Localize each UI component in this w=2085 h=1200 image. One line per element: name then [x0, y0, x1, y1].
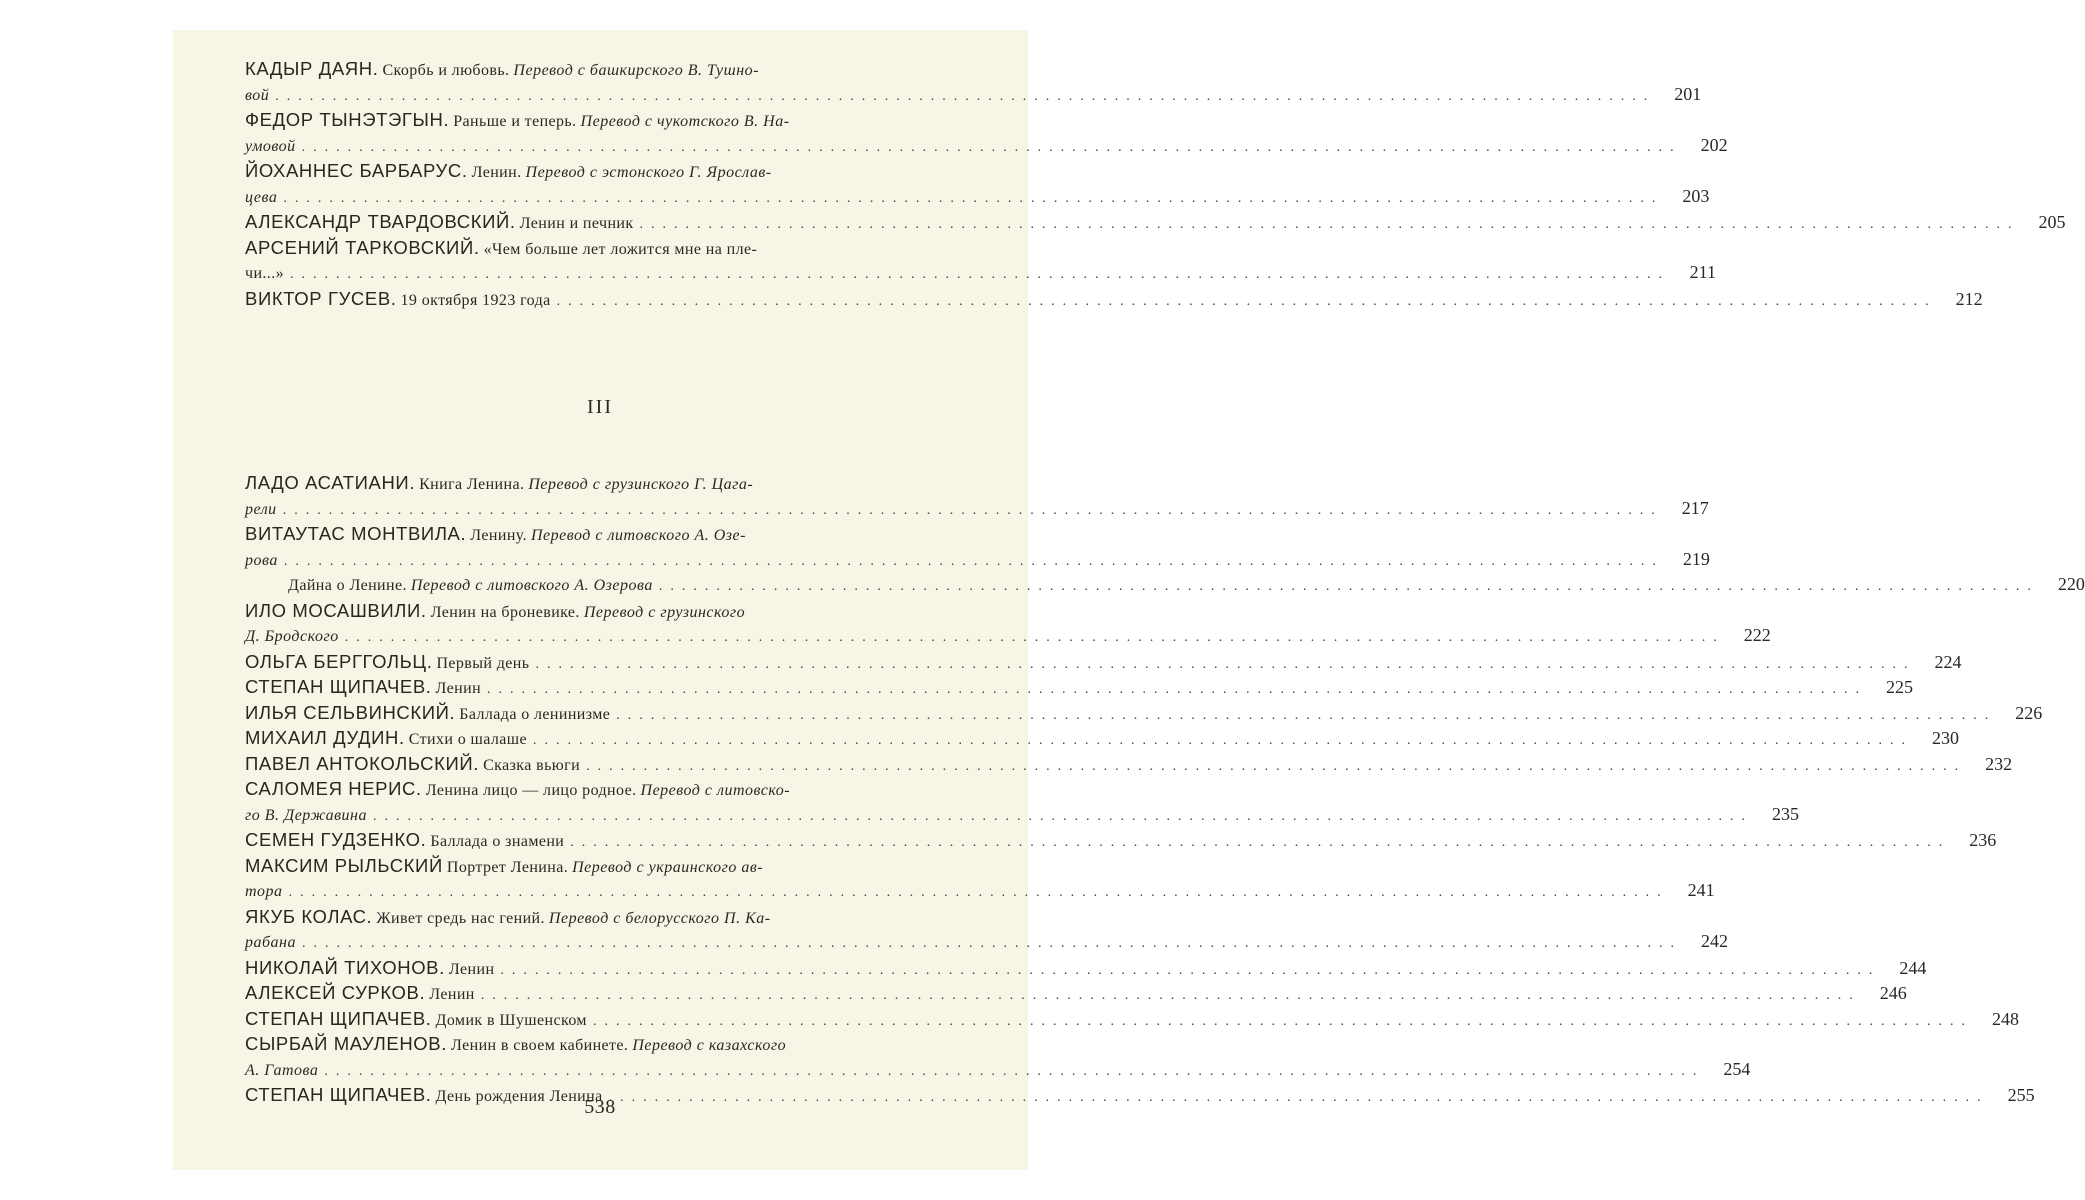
toc-entry-line-continued: [245, 547, 1710, 573]
toc-entry-text: [245, 649, 529, 677]
poem-title: Ленин и печник: [519, 215, 634, 232]
author-name: САЛОМЕЯ НЕРИС.: [245, 778, 422, 799]
page-ref: 217: [1681, 497, 1709, 518]
section-heading: III: [587, 396, 613, 418]
toc-entry-text: [245, 955, 494, 983]
author-name: ЛАДО АСАТИАНИ.: [245, 472, 416, 493]
toc-entry[interactable]: [245, 1006, 2019, 1032]
poem-title: Ленин: [435, 680, 482, 697]
leader-dots: ........................................................................................................................: [372, 808, 1753, 824]
translator-note-continued: рова: [245, 551, 278, 569]
page-ref: 241: [1687, 880, 1715, 900]
toc-entry-line-continued: [245, 1057, 1751, 1083]
toc-entry[interactable]: [245, 904, 1728, 955]
poem-title: Ленину.: [470, 527, 527, 544]
toc-entry-text: [288, 573, 653, 599]
toc-entry-text: [245, 778, 791, 799]
toc-entry-line: [245, 470, 967, 496]
toc-entry[interactable]: [245, 725, 1959, 751]
poem-title: Ленин: [448, 960, 495, 978]
translator-note: Перевод с украинского ав-: [572, 858, 764, 876]
author-name: СТЕПАН ЩИПАЧЕВ.: [245, 1084, 432, 1105]
page-ref: 232: [1985, 753, 2013, 774]
author-name: СТЕПАН ЩИПАЧЕВ.: [245, 1007, 432, 1029]
translator-note: Перевод с литовского А. Озе-: [530, 527, 746, 544]
toc-entry[interactable]: [245, 700, 2043, 726]
toc-entry-line: [245, 1006, 2019, 1032]
toc-entry-line-continued: [245, 82, 1702, 108]
page-ref: 242: [1700, 931, 1728, 951]
poem-title: Ленин: [429, 986, 475, 1003]
leader-dots: ........................................................................................................................: [533, 733, 1913, 748]
page-ref: 202: [1700, 134, 1728, 155]
author-name: КАДЫР ДАЯН.: [245, 58, 379, 79]
toc-entry-line: [245, 209, 2066, 235]
toc-entry[interactable]: [245, 158, 1710, 209]
toc-entry[interactable]: [245, 955, 1927, 981]
toc-entry[interactable]: [245, 235, 1717, 286]
toc-entry-line: [245, 521, 967, 547]
toc-entry-text: [245, 599, 746, 621]
toc-entry-text: [245, 472, 754, 493]
toc-entry-line: [245, 751, 2013, 777]
page-ref: 220: [2057, 574, 2085, 594]
toc-entry[interactable]: [245, 107, 1728, 158]
leader-dots: ........................................................................................................................: [480, 988, 1861, 1003]
page-ref: 222: [1743, 625, 1771, 645]
toc-entry-line: [245, 904, 967, 930]
toc-entry-line: [245, 827, 1997, 853]
poem-title: Раньше и теперь.: [453, 113, 577, 130]
toc-entry[interactable]: [245, 598, 1771, 649]
page-ref: 226: [2015, 702, 2043, 723]
poem-title: Книга Ленина.: [419, 476, 525, 493]
toc-entry-line: [245, 980, 1907, 1006]
toc-entry-line-continued: [245, 623, 1771, 649]
page-ref: 224: [1934, 651, 1962, 672]
author-name: ВИТАУТАС МОНТВИЛА.: [245, 523, 467, 544]
toc-entry-text: [245, 674, 481, 702]
toc-entry-text: [245, 1033, 787, 1054]
toc-entry-text: [245, 160, 772, 181]
toc-entry-line-continued: [245, 260, 1717, 286]
leader-dots: ........................................................................................................................: [535, 656, 1916, 672]
toc-entry[interactable]: [245, 751, 2013, 777]
toc-entry-line: [245, 955, 1927, 981]
author-name: АЛЕКСЕЙ СУРКОВ.: [245, 982, 426, 1003]
toc-entry-line: [245, 674, 1914, 700]
leader-dots: ........................................................................................................................: [639, 217, 2020, 232]
page-ref: 230: [1932, 728, 1959, 748]
toc-entry[interactable]: [245, 286, 1983, 312]
toc-entry[interactable]: [245, 776, 1799, 827]
toc-group-1: [245, 56, 2066, 311]
poem-title: Ленин в своем кабинете.: [450, 1037, 629, 1054]
poem-title: Баллада о ленинизме: [459, 705, 611, 723]
translator-note: Перевод с казахского: [632, 1037, 787, 1054]
toc-entry-text: [245, 980, 475, 1008]
page-ref: 219: [1682, 548, 1710, 569]
page-ref: 225: [1886, 677, 1914, 697]
translator-note: Перевод с чукотского В. На-: [580, 113, 790, 130]
toc-entry[interactable]: [245, 827, 1997, 853]
toc-entry-line: [245, 235, 967, 261]
poem-title: Дайна о Ленине.: [288, 577, 407, 594]
translator-note: Перевод с белорусского П. Ка-: [548, 909, 771, 927]
leader-dots: ........................................................................................................................: [556, 293, 1937, 309]
toc-entry[interactable]: [245, 649, 1962, 675]
toc-entry-line: [245, 158, 967, 184]
toc-entry-text: [245, 209, 634, 237]
translator-note-continued: рели: [245, 500, 277, 518]
toc-entry[interactable]: [245, 521, 1710, 572]
poem-title: Стихи о шалаше: [408, 731, 527, 748]
author-name: СТЕПАН ЩИПАЧЕВ.: [245, 676, 432, 697]
leader-dots: ........................................................................................................................: [283, 553, 1664, 569]
toc-entry-line: [245, 725, 1959, 751]
translator-note: Перевод с грузинского: [583, 603, 746, 621]
toc-entry-text: [245, 751, 580, 779]
translator-note-continued: А. Гатова: [245, 1061, 319, 1079]
leader-dots: ........................................................................................................................: [324, 1063, 1705, 1079]
translator-note: Перевод с литовско-: [640, 782, 791, 799]
poem-title: Первый день: [436, 654, 530, 672]
page-ref: 211: [1689, 262, 1717, 282]
translator-note-continued: рабана: [245, 934, 296, 951]
page-ref: 212: [1955, 288, 1983, 309]
toc-entry[interactable]: [245, 56, 1702, 107]
poem-title-continued: чи...»: [245, 265, 285, 282]
author-name: СЫРБАЙ МАУЛЕНОВ.: [245, 1033, 447, 1054]
leader-dots: ........................................................................................................................: [487, 682, 1868, 697]
toc-entry-line-continued: [245, 133, 1728, 159]
author-name: ОЛЬГА БЕРГГОЛЬЦ.: [245, 650, 433, 672]
poem-title: Портрет Ленина.: [446, 858, 569, 876]
toc-entry-text: [245, 700, 610, 728]
leader-dots: ........................................................................................................................: [570, 835, 1951, 850]
leader-dots: ........................................................................................................................: [282, 502, 1663, 518]
leader-dots: ........................................................................................................................: [616, 707, 1997, 723]
leader-dots: ........................................................................................................................: [301, 936, 1682, 951]
translator-note-continued: тора: [245, 883, 283, 900]
leader-dots: ........................................................................................................................: [608, 1090, 1989, 1105]
toc-entry-line: [245, 286, 1983, 312]
translator-note: Перевод с эстонского Г. Ярослав-: [525, 164, 772, 181]
leader-dots: ........................................................................................................................: [586, 758, 1967, 774]
toc-entry-line: [245, 700, 2043, 726]
toc-entry[interactable]: [245, 572, 2085, 598]
author-name: АЛЕКСАНДР ТВАРДОВСКИЙ.: [245, 211, 516, 232]
translator-note: Перевод с грузинского Г. Цага-: [528, 476, 754, 493]
leader-dots: ........................................................................................................................: [301, 139, 1682, 155]
author-name: ИЛЬЯ СЕЛЬВИНСКИЙ.: [245, 701, 456, 723]
translator-note-continued: Д. Бродского: [245, 628, 339, 645]
toc-entry-line-continued: [245, 929, 1728, 955]
toc-entry-text: [245, 905, 771, 927]
toc-entry-text: [245, 109, 790, 130]
author-name: СЕМЕН ГУДЗЕНКО.: [245, 829, 427, 850]
poem-title: Скорбь и любовь.: [382, 62, 510, 79]
author-name: НИКОЛАЙ ТИХОНОВ.: [245, 956, 445, 978]
toc-entry-line: [245, 56, 967, 82]
toc-entry[interactable]: [245, 674, 1914, 700]
translator-note-continued: цева: [245, 188, 278, 206]
poem-title: День рождения Ленина: [435, 1088, 603, 1105]
leader-dots: ........................................................................................................................: [290, 267, 1671, 282]
translator-note-continued: вой: [245, 86, 270, 104]
leader-dots: ........................................................................................................................: [344, 630, 1725, 645]
toc-entry-line-continued: [245, 802, 1799, 828]
author-name: МАКСИМ РЫЛЬСКИЙ: [245, 854, 443, 876]
toc-entry[interactable]: [245, 470, 1709, 521]
leader-dots: ........................................................................................................................: [275, 88, 1656, 104]
toc-entry-text: [245, 725, 527, 753]
leader-dots: ........................................................................................................................: [283, 190, 1664, 206]
poem-title: Баллада о знамени: [430, 833, 565, 850]
author-name: ФЕДОР ТЫНЭТЭГЫН.: [245, 109, 450, 130]
toc-entry-line-continued: [245, 496, 1709, 522]
page-ref: 235: [1771, 803, 1799, 824]
poem-title: 19 октября 1923 года: [400, 291, 551, 309]
poem-title: Ленин на броневике.: [430, 603, 580, 621]
poem-title: Ленина лицо — лицо родное.: [425, 782, 637, 799]
page-ref: 244: [1899, 957, 1927, 978]
poem-title: Домик в Шушенском: [435, 1011, 587, 1029]
page-ref: 236: [1969, 830, 1997, 850]
author-name: ВИКТОР ГУСЕВ.: [245, 287, 397, 309]
leader-dots: ........................................................................................................................: [658, 579, 2039, 594]
page-number: 538: [584, 1096, 616, 1118]
page-ref: 254: [1723, 1058, 1751, 1079]
leader-dots: ........................................................................................................................: [288, 885, 1669, 900]
translator-note: Перевод с башкирского В. Тушно-: [513, 62, 759, 79]
toc-entry-line: [245, 107, 967, 133]
translator-note-continued: умовой: [245, 137, 296, 155]
translator-note: Перевод с литовского А. Озерова: [410, 577, 653, 594]
toc-entry-line: [245, 776, 967, 802]
toc-entry-line: [245, 649, 1962, 675]
poem-title: Живет средь нас гений.: [376, 909, 545, 927]
poem-title: Ленин.: [471, 164, 522, 181]
toc-entry-line: [245, 572, 2085, 598]
author-name: ЙОХАННЕС БАРБАРУС.: [245, 160, 468, 181]
author-name: АРСЕНИЙ ТАРКОВСКИЙ.: [245, 236, 480, 258]
poem-title: Сказка вьюги: [483, 756, 581, 774]
toc-entry-text: [245, 286, 551, 314]
author-name: ЯКУБ КОЛАС.: [245, 905, 373, 927]
page-ref: 246: [1879, 983, 1907, 1003]
toc-entry[interactable]: [245, 209, 2066, 235]
toc-entry-line-continued: [245, 878, 1715, 904]
author-name: ПАВЕЛ АНТОКОЛЬСКИЙ.: [245, 752, 480, 774]
toc-entry-text: [245, 236, 758, 258]
page-ref: 248: [1991, 1008, 2019, 1029]
poem-title: «Чем больше лет ложится мне на пле-: [483, 240, 758, 258]
leader-dots: ........................................................................................................................: [500, 962, 1881, 978]
author-name: МИХАИЛ ДУДИН.: [245, 727, 405, 748]
toc-entry[interactable]: [245, 853, 1715, 904]
toc-entry[interactable]: [245, 980, 1907, 1006]
toc-entry-line: [245, 598, 967, 624]
translator-note-continued: го В. Державина: [245, 806, 367, 824]
toc-entry-line-continued: [245, 184, 1710, 210]
toc-entry-text: [245, 854, 764, 876]
toc-entry-text: [245, 1006, 587, 1034]
leader-dots: ........................................................................................................................: [592, 1013, 1973, 1029]
toc-group-2: [245, 470, 2085, 1108]
author-name: ИЛО МОСАШВИЛИ.: [245, 599, 427, 621]
toc-entry-line: [245, 1031, 967, 1057]
page-ref: 203: [1682, 185, 1710, 206]
toc-entry-text: [245, 827, 564, 855]
page-ref: 255: [2007, 1085, 2035, 1105]
page-ref: 205: [2038, 212, 2066, 232]
toc-entry-text: [245, 523, 746, 544]
toc-entry-text: [245, 58, 759, 79]
page-ref: 201: [1674, 83, 1702, 104]
toc-entry[interactable]: [245, 1031, 1751, 1082]
toc-entry-line: [245, 853, 967, 879]
